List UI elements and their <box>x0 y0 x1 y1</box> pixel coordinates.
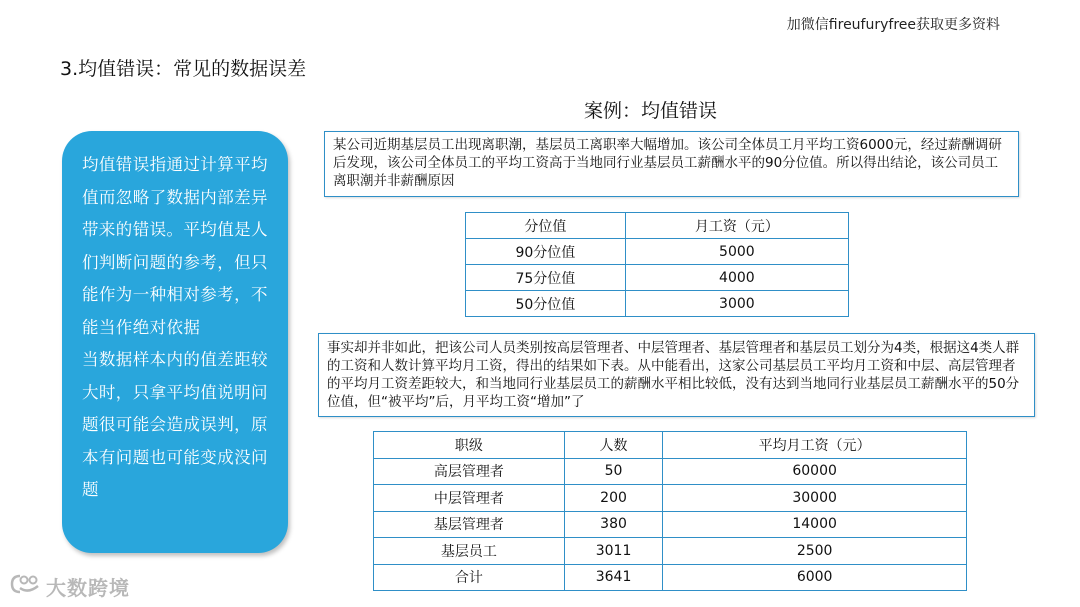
table-cell: 90分位值 <box>466 239 626 265</box>
table-cell: 6000 <box>663 564 967 591</box>
table-header-cell: 人数 <box>564 432 662 459</box>
salary-by-level-table <box>373 431 967 591</box>
table-header-cell: 平均月工资（元） <box>663 432 967 459</box>
case-description-box: 某公司近期基层员工出现离职潮，基层员工离职率大幅增加。该公司全体员工月平均工资6000元，经过薪酬调研后发现，该公司全体员工的平均工资高于当地同行业基层员工薪酬水平的90分位值。所以得出结论，该公司员工离职潮并非薪酬原因 <box>324 131 1019 197</box>
table-row <box>374 538 967 565</box>
table-header-row <box>466 213 849 239</box>
percentile-table <box>465 212 849 317</box>
table-header-cell: 分位值 <box>466 213 626 239</box>
table-cell: 14000 <box>663 511 967 538</box>
definition-card <box>62 131 288 553</box>
logo-icon <box>8 572 42 601</box>
section-title: 3.均值错误：常见的数据误差 <box>60 58 307 80</box>
table-cell: 3641 <box>564 564 662 591</box>
watermark-logo <box>8 572 130 601</box>
table-cell: 60000 <box>663 458 967 485</box>
table-cell: 75分位值 <box>466 265 626 291</box>
table-cell: 4000 <box>625 265 848 291</box>
table-cell: 50 <box>564 458 662 485</box>
table-cell: 合计 <box>374 564 565 591</box>
table-cell: 380 <box>564 511 662 538</box>
table-header-row <box>374 432 967 459</box>
table-row <box>374 485 967 512</box>
table-cell: 中层管理者 <box>374 485 565 512</box>
table-row <box>466 265 849 291</box>
table-cell: 基层员工 <box>374 538 565 565</box>
table-row <box>466 291 849 317</box>
table-cell: 3000 <box>625 291 848 317</box>
table-cell: 50分位值 <box>466 291 626 317</box>
table-row <box>374 564 967 591</box>
table-cell: 高层管理者 <box>374 458 565 485</box>
table-header-cell: 职级 <box>374 432 565 459</box>
table-row <box>374 511 967 538</box>
case-title: 案例：均值错误 <box>584 100 718 122</box>
table-cell: 5000 <box>625 239 848 265</box>
top-note: 加微信fireufuryfree获取更多资料 <box>786 17 1000 33</box>
table-cell: 2500 <box>663 538 967 565</box>
table-row <box>466 239 849 265</box>
table-cell: 3011 <box>564 538 662 565</box>
definition-paragraph: 当数据样本内的值差距较大时，只拿平均值说明问题很可能会造成误判，原本有问题也可能变成没问题 <box>82 350 268 499</box>
logo-text: 大数跨境 <box>46 576 130 600</box>
table-header-cell: 月工资（元） <box>625 213 848 239</box>
analysis-box: 事实却并非如此，把该公司人员类别按高层管理者、中层管理者、基层管理者和基层员工划分为4类，根据这4类人群的工资和人数计算平均月工资，得出的结果如下表。从中能看出，这家公司基层员工平均月工资和中层、高层管理者的平均月工资差距较大，和当地同行业基层员工的薪酬水平相比较低，没有达到当地同行业基层员工薪酬水平的50分位值，但“被平均”后，月平均工资“增加”了 <box>318 333 1035 417</box>
table-cell: 200 <box>564 485 662 512</box>
table-cell: 基层管理者 <box>374 511 565 538</box>
table-row <box>374 458 967 485</box>
definition-paragraph: 均值错误指通过计算平均值而忽略了数据内部差异带来的错误。平均值是人们判断问题的参考，但只能作为一种相对参考，不能当作绝对依据 <box>82 155 268 337</box>
table-cell: 30000 <box>663 485 967 512</box>
